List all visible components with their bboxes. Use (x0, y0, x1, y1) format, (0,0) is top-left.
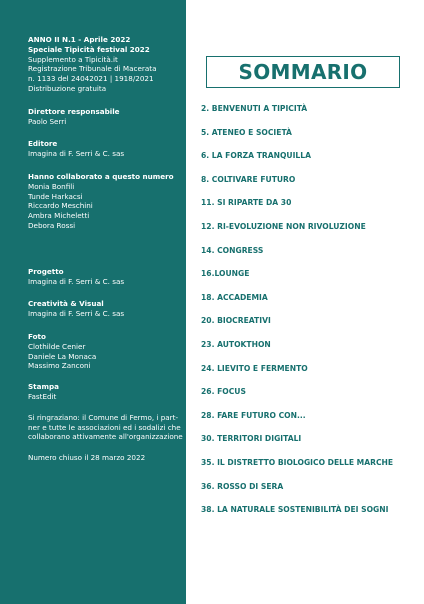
print-block (28, 382, 178, 402)
project-name: Imagina di F. Serri & C. sas (28, 276, 125, 286)
contributor-name: Monia Bonfili (28, 181, 75, 191)
publisher-heading: Editore (28, 139, 58, 149)
contributors-heading: Hanno collaborato a questo numero (28, 171, 174, 181)
toc-item: 20. BIOCREATIVI (201, 316, 271, 326)
toc-item: 26. FOCUS (201, 387, 246, 397)
summary-panel (186, 0, 424, 604)
toc-item: 23. AUTOKTHON (201, 339, 271, 349)
toc-item: 14. CONGRESS (201, 245, 264, 255)
creative-block (28, 299, 178, 319)
toc-item: 2. BENVENUTI A TIPICITÀ (201, 104, 308, 113)
director-heading: Direttore responsabile (28, 106, 120, 116)
contributor-name: Tunde Harkacsi (28, 191, 83, 201)
photographer-name: Clothilde Cenier (28, 341, 86, 351)
toc-item: 35. IL DISTRETTO BIOLOGICO DELLE MARCHE (201, 457, 394, 467)
summary-title: SOMMARIO (238, 60, 368, 84)
photographer-name: Massimo Zanconi (28, 361, 91, 371)
toc-item: 11. SI RIPARTE DA 30 (201, 198, 292, 208)
toc-item: 36. ROSSO DI SERA (201, 481, 284, 491)
toc-item: 8. COLTIVARE FUTURO (201, 174, 296, 184)
creative-name: Imagina di F. Serri & C. sas (28, 309, 125, 319)
toc-item: 12. RI-EVOLUZIONE NON RIVOLUZIONE (201, 221, 366, 231)
distribution-line: Distribuzione gratuita (28, 83, 107, 93)
director-block (28, 107, 178, 127)
registration-line: Registrazione Tribunale di Macerata (28, 64, 157, 74)
toc-item: 30. TERRITORI DIGITALI (201, 434, 302, 444)
publisher-name: Imagina di F. Serri & C. sas (28, 149, 125, 159)
thanks-line: ner e tutte le associazioni ed i sodalizi che (28, 422, 181, 432)
closing-note: Numero chiuso il 28 marzo 2022 (28, 453, 146, 463)
contributor-name: Debora Rossi (28, 220, 76, 230)
colophon-sidebar (0, 0, 186, 604)
supplement-line: Supplemento a Tipicità.it (28, 54, 118, 64)
toc-item: 5. ATENEO E SOCIETÀ (201, 127, 292, 137)
contributor-name: Ambra Micheletti (28, 211, 90, 221)
printer-name: FastEdit (28, 391, 57, 401)
photographer-name: Daniele La Monaca (28, 351, 97, 361)
publisher-block (28, 139, 178, 159)
photo-block (28, 332, 178, 371)
thanks-line: collaborano attivamente all'organizzazione (28, 432, 183, 442)
registration-number-line: n. 1133 del 24042021 | 1918/2021 (28, 74, 154, 84)
closing-block (28, 453, 178, 463)
creative-heading: Creatività & Visual (28, 299, 104, 309)
toc-item: 24. LIEVITO E FERMENTO (201, 363, 308, 373)
table-of-contents (201, 104, 393, 529)
photo-heading: Foto (28, 331, 46, 341)
toc-item: 18. ACCADEMIA (201, 292, 268, 302)
toc-item: 16.LOUNGE (201, 269, 250, 279)
summary-title-box (206, 56, 400, 88)
toc-item: 38. LA NATURALE SOSTENIBILITÀ DEI SOGNI (201, 505, 389, 515)
thanks-block (28, 412, 183, 442)
thanks-line: Si ringraziano: il Comune di Fermo, i part- (28, 412, 179, 422)
project-heading: Progetto (28, 266, 64, 276)
contributor-name: Riccardo Meschini (28, 201, 93, 211)
toc-item: 28. FARE FUTURO CON... (201, 410, 306, 420)
project-block (28, 267, 178, 287)
contributors-block (28, 172, 178, 231)
director-name: Paolo Serri (28, 116, 67, 126)
issue-line: ANNO II N.1 - Aprile 2022 (28, 35, 131, 44)
special-edition-line: Speciale Tipicità festival 2022 (28, 44, 150, 54)
masthead-block (28, 35, 178, 94)
print-heading: Stampa (28, 382, 59, 392)
toc-item: 6. LA FORZA TRANQUILLA (201, 151, 311, 161)
